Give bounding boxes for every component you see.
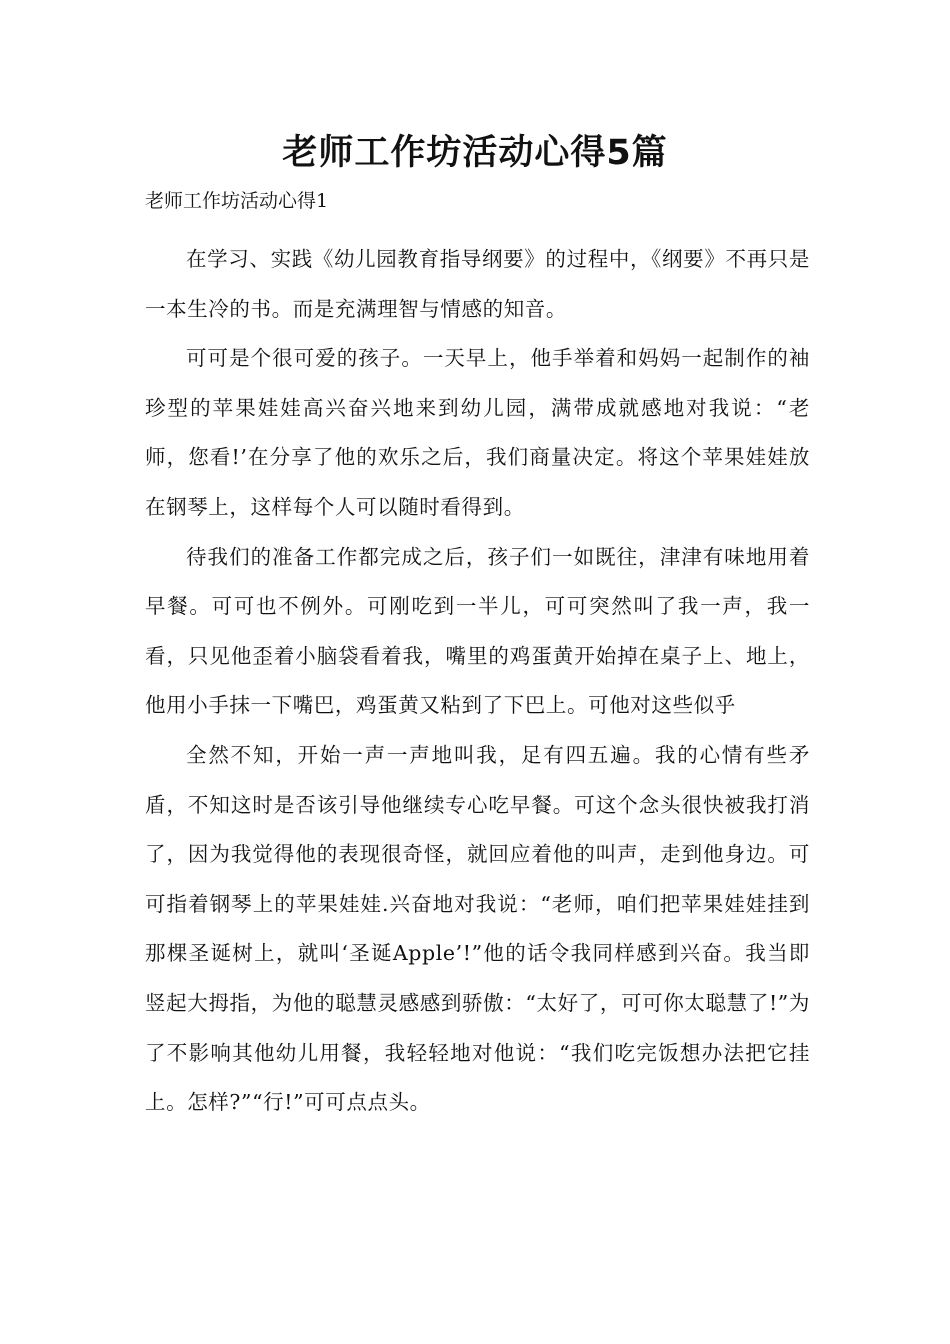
section-heading: 老师工作坊活动心得1: [145, 190, 329, 212]
document-title: 老师工作坊活动心得5篇: [282, 133, 668, 173]
paragraph-christmas-apple: 全然不知，开始一声一声地叫我，足有四五遍。我的心情有些矛盾，不知这时是否该引导他继续专心吃早餐。可这个念头很快被我打消了，因为我觉得他的表现很奇怪，就回应着他的叫声，走到他身边。可可指着钢琴上的苹果娃娃.兴奋地对我说：“老师，咱们把苹果娃娃挂到那棵圣诞树上，就叫‘圣诞Apple’!”他的话令我同样感到兴奋。我当即竖起大拇指，为他的聪慧灵感感到骄傲：“太好了，可可你太聪慧了!”为了不影响其他幼儿用餐，我轻轻地对他说：“我们吃完饭想办法把它挂上。怎样?”“行!”可可点点头。: [145, 742, 810, 1115]
paragraph-intro: 在学习、实践《幼儿园教育指导纲要》的过程中，《纲要》不再只是一本生冷的书。而是充满理智与情感的知音。: [145, 247, 810, 321]
document-body: [145, 235, 810, 1128]
paragraph-apple-doll: 可可是个很可爱的孩子。一天早上，他手举着和妈妈一起制作的袖珍型的苹果娃娃高兴奋兴地来到幼儿园，满带成就感地对我说：“老师，您看!’在分享了他的欢乐之后，我们商量决定。将这个苹果娃娃放在钢琴上，这样每个人可以随时看得到。: [145, 346, 810, 519]
paragraph-breakfast: 待我们的准备工作都完成之后，孩子们一如既往，津津有味地用着早餐。可可也不例外。可刚吃到一半儿，可可突然叫了我一声，我一看，只见他歪着小脑袋看着我，嘴里的鸡蛋黄开始掉在桌子上、地上，他用小手抹一下嘴巴，鸡蛋黄又粘到了下巴上。可他对这些似乎: [145, 544, 810, 718]
